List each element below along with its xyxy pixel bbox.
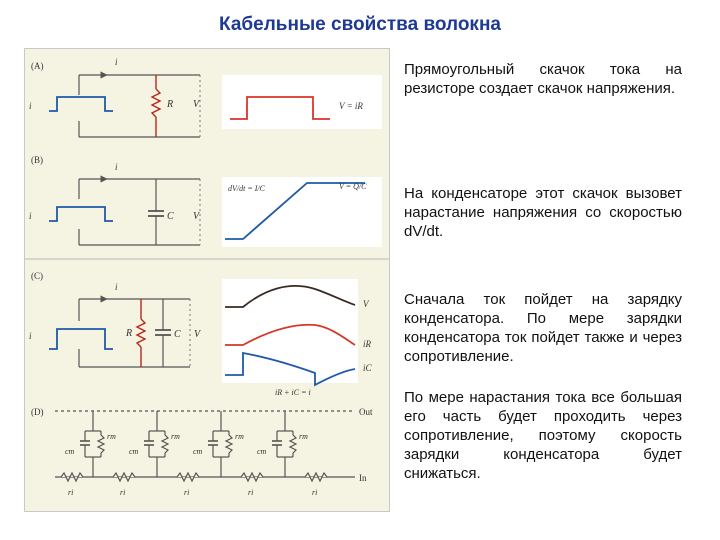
label-in: In — [359, 473, 367, 483]
axial-resistor — [241, 473, 263, 497]
axial-resistor — [113, 473, 135, 497]
label-i-left: i — [29, 101, 32, 111]
membrane-unit — [257, 411, 308, 477]
svg-text:ri: ri — [120, 488, 126, 497]
panel-c — [29, 271, 373, 397]
label-i-top: i — [115, 162, 118, 172]
current-step-pulse — [49, 97, 113, 111]
paragraph-capacitor: На конденсаторе этот скачок вызовет нарастание напряжения со скоростью dV/dt. — [404, 185, 682, 240]
label-v: V — [193, 99, 200, 110]
membrane-unit — [129, 411, 180, 477]
label-i-left: i — [29, 331, 32, 341]
svg-text:rm: rm — [107, 432, 116, 441]
label-r: R — [126, 328, 133, 339]
axial-resistor — [177, 473, 199, 497]
svg-text:rm: rm — [299, 432, 308, 441]
trace-label-ir: iR — [363, 339, 371, 349]
panel-c-tag: (C) — [31, 271, 43, 281]
equation-v-qc: V = Q/C — [339, 182, 367, 191]
svg-text:ri: ri — [248, 488, 254, 497]
svg-text:rm: rm — [171, 432, 180, 441]
trace-label-v: V — [363, 299, 369, 309]
label-out: Out — [359, 407, 373, 417]
label-c: C — [174, 329, 181, 340]
current-step-pulse — [49, 329, 113, 349]
panel-a-tag: (A) — [31, 61, 44, 71]
label-i-left: i — [29, 211, 32, 221]
paragraph-resistor: Прямоугольный скачок тока на резисторе создает скачок напряжения. — [404, 61, 682, 97]
axial-resistor — [305, 473, 327, 497]
svg-text:ri: ri — [184, 488, 190, 497]
label-i-top: i — [115, 57, 118, 67]
paragraph-rc-charging: Сначала ток пойдет на зарядку конденсатора. По мере зарядки конденсатора ток пойдет также и через сопротивление. — [404, 291, 682, 365]
svg-text:cm: cm — [193, 447, 203, 456]
resistor — [152, 89, 160, 117]
panel-d — [31, 407, 373, 497]
current-sum-equation: iR + iC = i — [275, 388, 311, 397]
panel-d-tag: (D) — [31, 407, 44, 417]
label-v: V — [193, 211, 200, 222]
svg-text:ri: ri — [312, 488, 318, 497]
page-title: Кабельные свойства волокна — [219, 14, 501, 35]
panel-a — [29, 57, 382, 137]
resistor — [137, 319, 145, 347]
panel-b-tag: (B) — [31, 155, 43, 165]
svg-text:rm: rm — [235, 432, 244, 441]
trace-label-ic: iC — [363, 363, 372, 373]
label-c: C — [167, 211, 174, 222]
cable-properties-figure — [24, 48, 390, 512]
membrane-unit — [193, 411, 244, 477]
equation-dvdt: dV/dt = I/C — [228, 184, 265, 193]
current-step-pulse — [49, 207, 113, 221]
label-i-top: i — [115, 282, 118, 292]
svg-text:cm: cm — [257, 447, 267, 456]
figure-canvas — [25, 49, 389, 511]
label-v: V — [194, 329, 201, 340]
axial-resistor — [61, 473, 83, 497]
equation-v-ir: V = iR — [339, 101, 363, 111]
membrane-unit — [65, 411, 116, 477]
panel-b — [29, 155, 382, 247]
svg-text:cm: cm — [65, 447, 75, 456]
label-r: R — [167, 99, 174, 110]
svg-text:cm: cm — [129, 447, 139, 456]
svg-text:ri: ri — [68, 488, 74, 497]
paragraph-cable: По мере нарастания тока все большая его часть будет проходить через сопротивление, поэтому скорость зарядки конденсатора будет снижаться. — [404, 389, 682, 482]
